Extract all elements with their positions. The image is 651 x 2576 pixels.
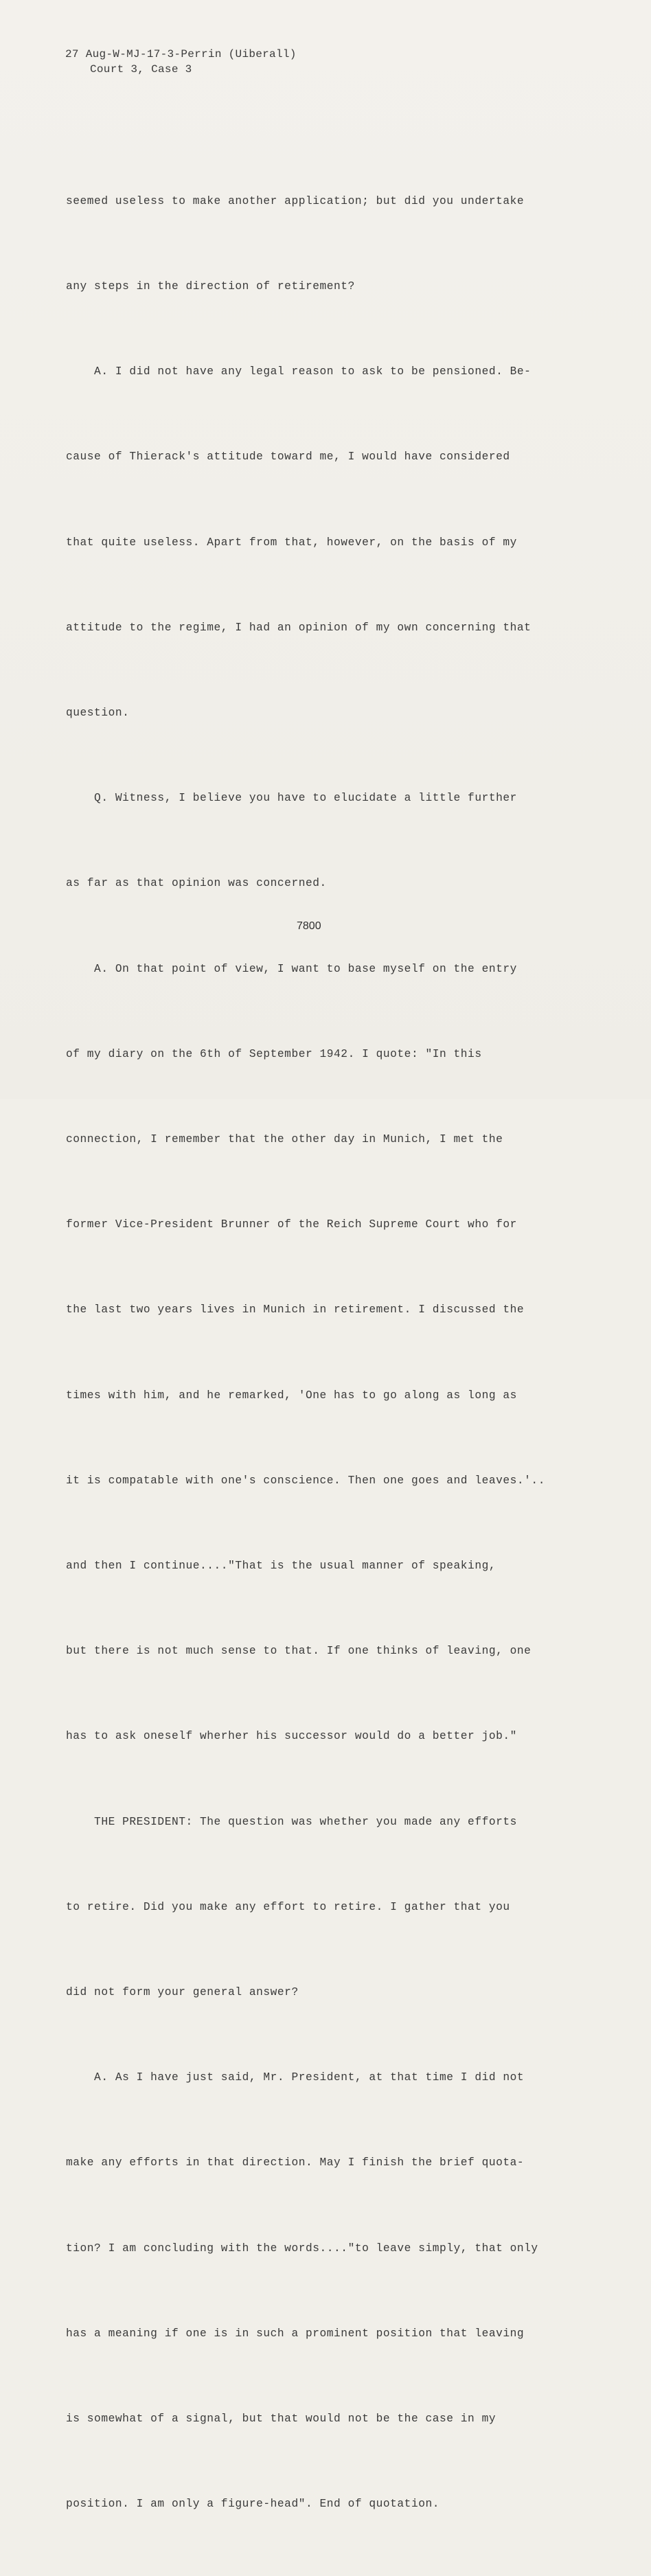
transcript-line: cause of Thierack's attitude toward me, I would have considered [66,451,510,464]
transcript-line: but there is not much sense to that. If one thinks of leaving, one [66,1645,532,1658]
transcript-line: that quite useless. Apart from that, however, on the basis of my [66,536,517,549]
transcript-line: is somewhat of a signal, but that would not be the case in my [66,2413,496,2426]
transcript-line: as far as that opinion was concerned. [66,877,327,890]
transcript-line: attitude to the regime, I had an opinion of my own concerning that [66,621,532,634]
transcript-line: THE PRESIDENT: The question was whether you made any efforts [66,1815,517,1828]
transcript-line: tion? I am concluding with the words...."to leave simply, that only [66,2242,538,2255]
transcript-body [66,130,567,2576]
transcript-line: of my diary on the 6th of September 1942. I quote: "In this [66,1047,482,1060]
transcript-line: A. As I have just said, Mr. President, at that time I did not [66,2071,525,2084]
transcript-line: A. On that point of view, I want to base myself on the entry [66,962,517,975]
transcript-line: Q. Witness, I believe you have to elucidate a little further [66,792,517,805]
header-reference-line: 27 Aug-W-MJ-17-3-Perrin (Uiberall) [65,48,297,60]
transcript-line: question. [66,707,130,720]
transcript-line: and then I continue...."That is the usual manner of speaking, [66,1560,496,1573]
transcript-line: has to ask oneself wherher his successor would do a better job." [66,1730,517,1743]
transcript-line: position. I am only a figure-head". End of quotation. [66,2498,439,2511]
document-header [65,47,297,77]
transcript-line: former Vice-President Brunner of the Reich Supreme Court who for [66,1218,517,1231]
transcript-line: to retire. Did you make any effort to retire. I gather that you [66,1900,510,1913]
transcript-line: has a meaning if one is in such a prominent position that leaving [66,2327,525,2340]
transcript-line: any steps in the direction of retirement? [66,280,355,293]
transcript-line: connection, I remember that the other day in Munich, I met the [66,1133,503,1146]
transcript-line: A. I did not have any legal reason to ask to be pensioned. Be- [66,365,532,378]
transcript-line: seemed useless to make another application; but did you undertake [66,194,525,207]
page-number: 7800 [297,920,321,932]
transcript-line: it is compatable with one's conscience. Then one goes and leaves.'.. [66,1474,545,1487]
header-court-line: Court 3, Case 3 [90,63,192,76]
transcript-line: make any efforts in that direction. May I finish the brief quota- [66,2156,525,2169]
transcript-line: the last two years lives in Munich in retirement. I discussed the [66,1303,525,1317]
transcript-line: did not form your general answer? [66,1986,299,1999]
transcript-line: times with him, and he remarked, 'One has to go along as long as [66,1389,517,1402]
